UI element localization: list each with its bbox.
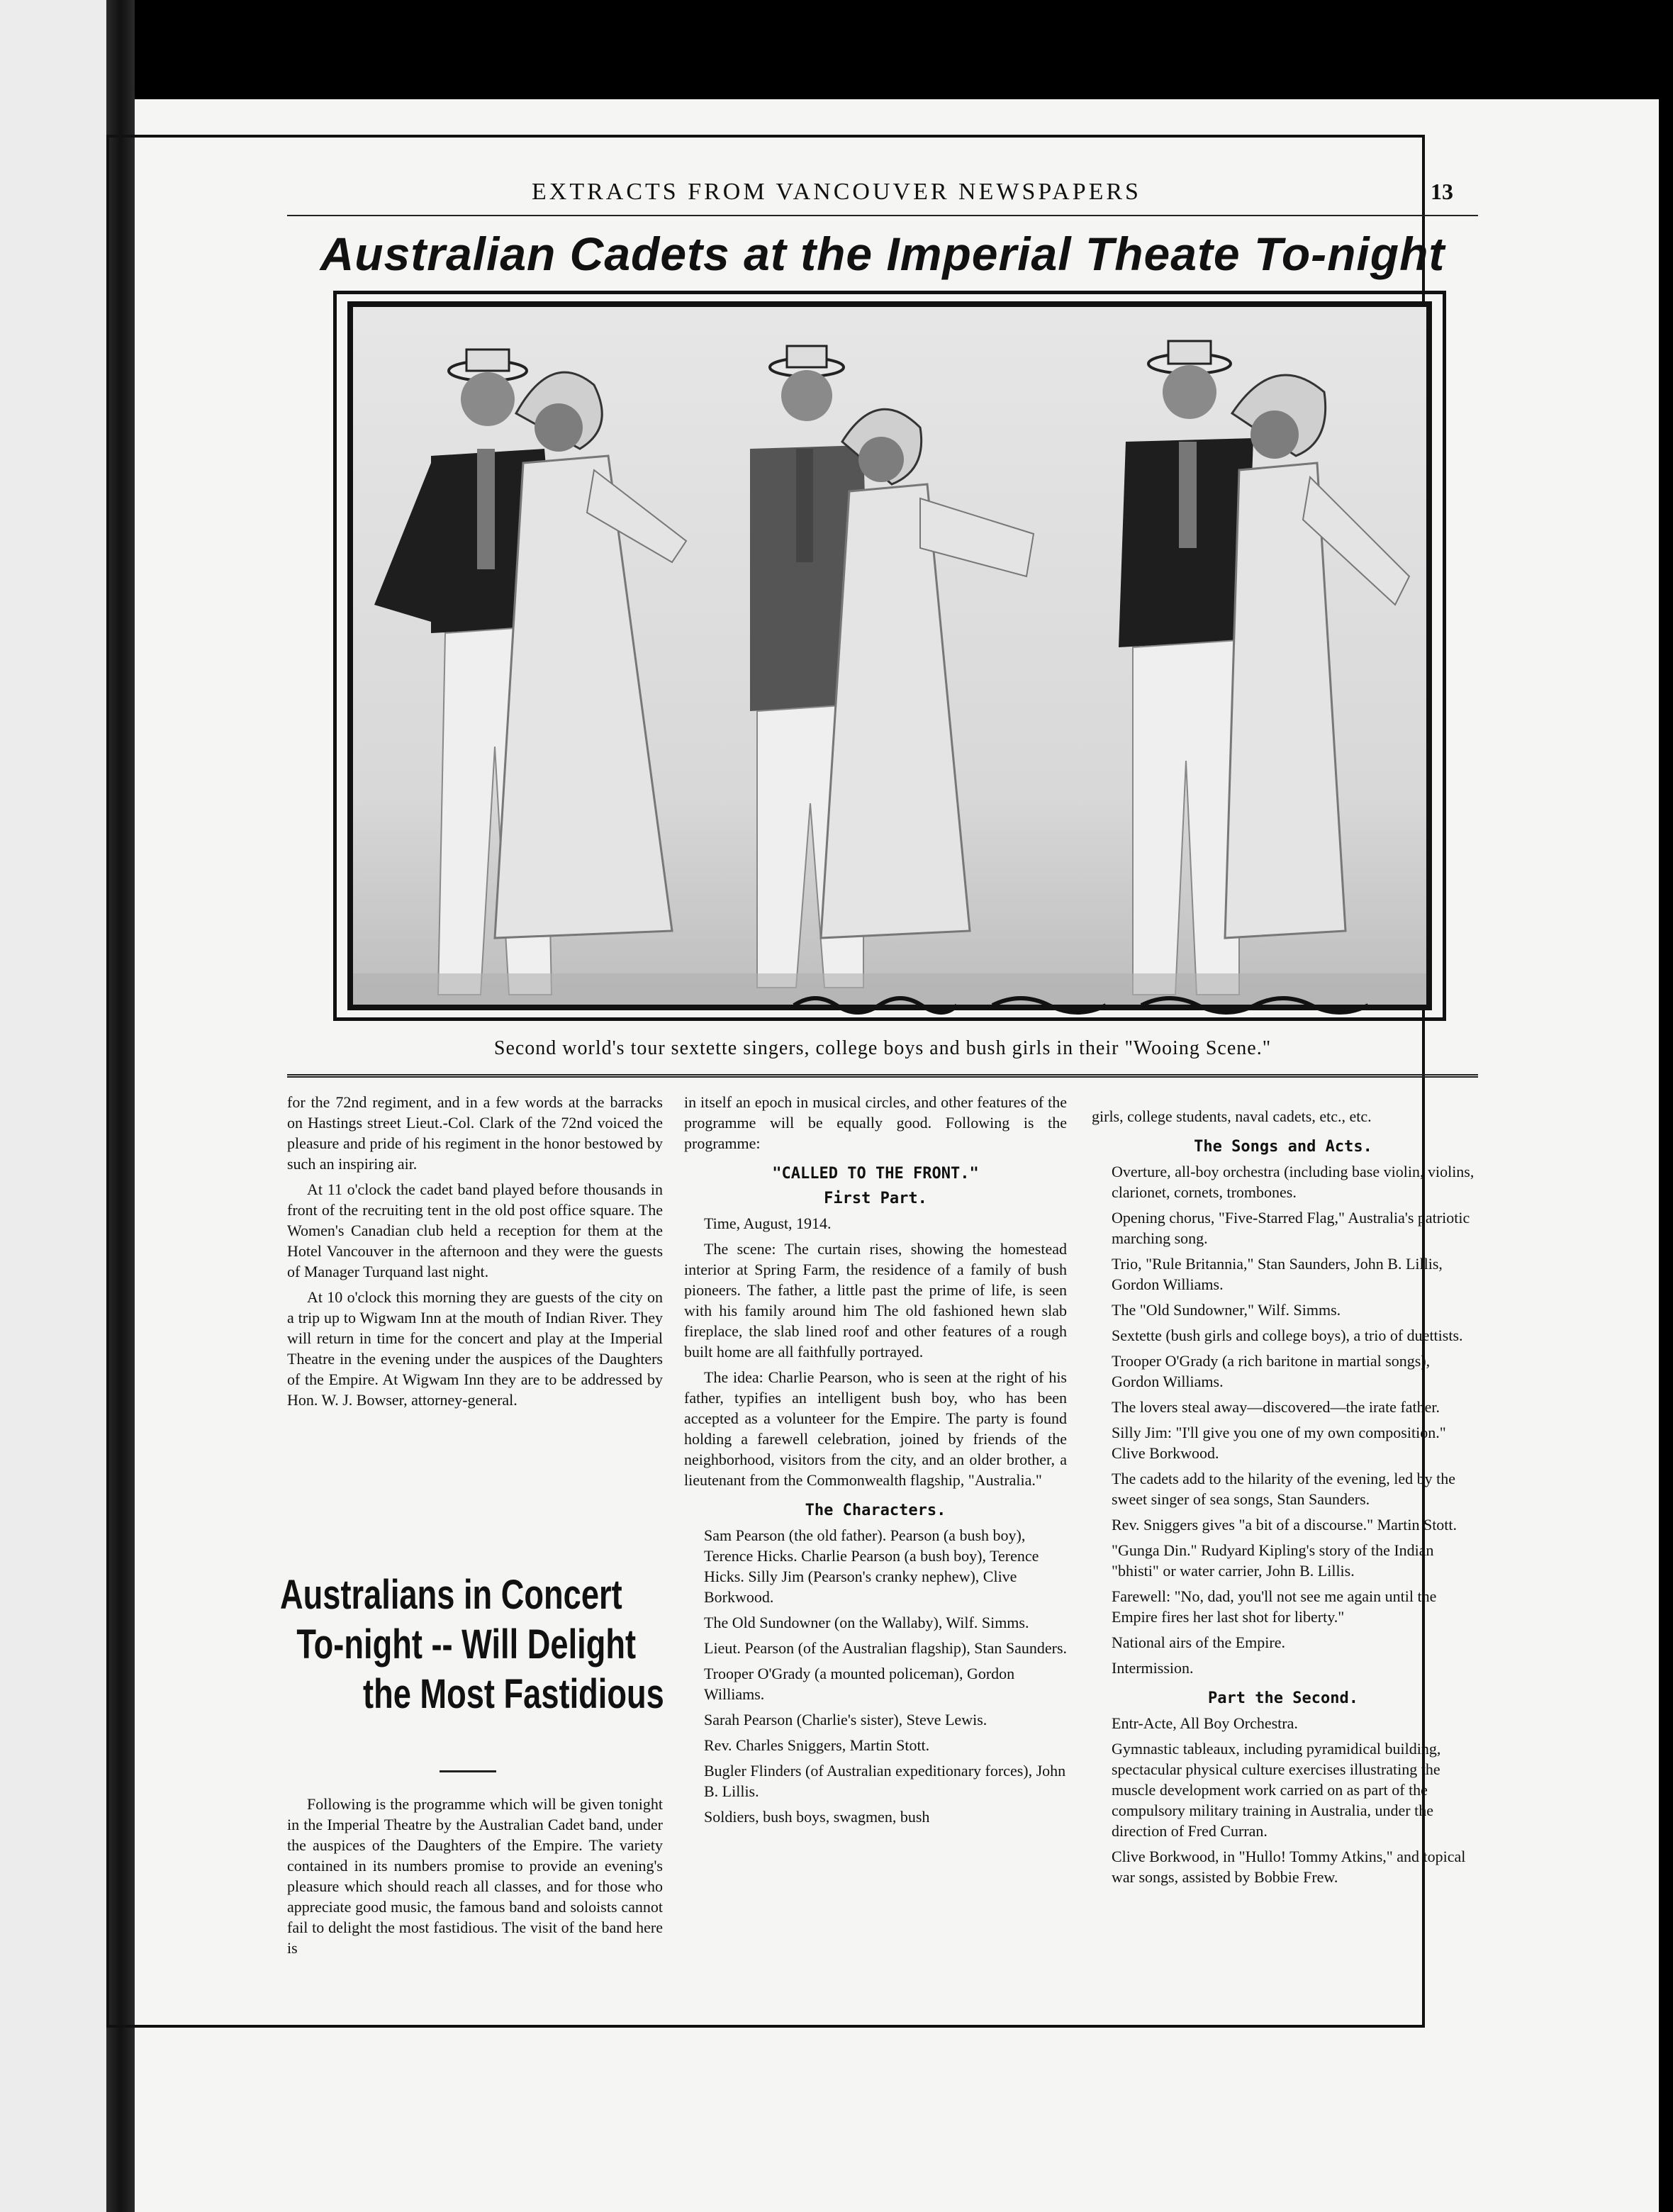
characters-heading: The Characters. — [805, 1502, 946, 1519]
song-entry: Overture, all-boy orchestra (including base violin, violins, clarionet, cornets, trombones. — [1112, 1163, 1475, 1201]
song-entry: "Gunga Din." Rudyard Kipling's story of the Indian "bhisti" or water carrier, John B. Lillis. — [1112, 1541, 1434, 1580]
song-entry: Intermission. — [1112, 1659, 1194, 1677]
character-entry: Sam Pearson (the old father). Pearson (a bush boy), Terence Hicks. Charlie Pearson (a bush boy), Terence Hicks. Silly Jim (Pearson's cranky nephew), Clive Borkwood. — [704, 1526, 1039, 1606]
page-number: 13 — [1431, 179, 1453, 204]
article-paragraph: At 11 o'clock the cadet band played before thousands in front of the recruiting tent in the old post office square. The Women's Canadian club held a reception for them at the Hotel Vancouver in the afternoon and they were the guests of Manager Turquand last night. — [287, 1180, 663, 1280]
song-entry: Sextette (bush girls and college boys), a trio of duettists. — [1112, 1326, 1463, 1344]
song-entry: Silly Jim: "I'll give you one of my own composition." Clive Borkwood. — [1112, 1424, 1446, 1462]
song-entry: Trooper O'Grady (a rich baritone in martial songs), Gordon Williams. — [1112, 1352, 1431, 1390]
song-entry: Rev. Sniggers gives "a bit of a discourse." Martin Stott. — [1112, 1516, 1457, 1534]
song-entry: Trio, "Rule Britannia," Stan Saunders, John B. Lillis, Gordon Williams. — [1112, 1255, 1443, 1293]
songs-heading: The Songs and Acts. — [1194, 1138, 1372, 1156]
song-entry: The "Old Sundowner," Wilf. Simms. — [1112, 1301, 1341, 1319]
character-entry: Trooper O'Grady (a mounted policeman), Gordon Williams. — [704, 1665, 1015, 1703]
concert-headline — [280, 1570, 664, 1719]
song-entry: National airs of the Empire. — [1112, 1633, 1285, 1651]
character-entry: Lieut. Pearson (of the Australian flagship), Stan Saunders. — [704, 1639, 1068, 1657]
running-head: EXTRACTS FROM VANCOUVER NEWSPAPERS — [532, 179, 1141, 205]
song-entry: The lovers steal away—discovered—the irate father. — [1112, 1398, 1440, 1416]
first-part-heading: First Part. — [824, 1190, 927, 1207]
photo-caption: Second world's tour sextette singers, college boys and bush girls in their "Wooing Scene." — [493, 1037, 1272, 1059]
left-page-edge — [0, 0, 106, 2212]
article-paragraph: At 10 o'clock this morning they are guests of the city on a trip up to Wigwam Inn at the mouth of Indian River. They will return in time for the concert and play at the Imperial Theatre in the evening under the auspices of the Daughters of the Empire. At Wigwam Inn they are to be addressed by Hon. W. J. Bowser, attorney-general. — [287, 1288, 663, 1409]
programme-time: Time, August, 1914. — [704, 1214, 832, 1232]
column-1 — [287, 1092, 663, 1415]
song-entry: Opening chorus, "Five-Starred Flag," Australia's patriotic marching song. — [1112, 1209, 1470, 1247]
column-3 — [1092, 1106, 1475, 1892]
character-entry: Sarah Pearson (Charlie's sister), Steve Lewis. — [704, 1711, 987, 1728]
article-paragraph: for the 72nd regiment, and in a few words at the barracks on Hastings street Lieut.-Col. Clark of the 72nd voiced the pleasure and pride of his regiment in the honor bestowed by such an inspiring air. — [287, 1093, 663, 1173]
concert-intro — [287, 1794, 663, 1963]
character-entry: The Old Sundowner (on the Wallaby), Wilf. Simms. — [704, 1614, 1029, 1631]
page-header — [177, 179, 1489, 207]
programme-intro: in itself an epoch in musical circles, and other features of the programme will be equally good. Following is the programme: — [684, 1093, 1067, 1152]
caption-rule — [287, 1074, 1478, 1078]
cadets-photo — [347, 301, 1432, 1010]
song-entry: The cadets add to the hilarity of the evening, led by the sweet singer of sea songs, Stan Saunders. — [1112, 1470, 1456, 1508]
concert-headline-line: Australians in Concert — [280, 1572, 622, 1618]
programme-title: "CALLED TO THE FRONT." — [772, 1165, 979, 1183]
column-3-intro: girls, college students, naval cadets, etc., etc. — [1092, 1107, 1372, 1125]
programme-scene: The scene: The curtain rises, showing the homestead interior at Spring Farm, the residence of a family of bush pioneers. The father, a little past the prime of life, is seen with his family around him The old fashioned hewn slab fireplace, the slab lined roof and other features of a rough built home are all faithfully portrayed. — [684, 1240, 1067, 1361]
header-rule — [287, 215, 1478, 216]
second-part-entry: Entr-Acte, All Boy Orchestra. — [1112, 1714, 1298, 1732]
concert-headline-line: the Most Fastidious — [363, 1671, 664, 1717]
column-2 — [684, 1092, 1067, 1832]
concert-intro-text: Following is the programme which will be given tonight in the Imperial Theatre by the Australian Cadet band, under the auspices of the Daughters of the Empire. The variety contained in its numbers promise to provide an evening's pleasure which should reach all classes, and for those who appreciate good music, the famous band and soloists cannot fail to delight the most fastidious. The visit of the band here is — [287, 1795, 663, 1957]
character-entry: Rev. Charles Sniggers, Martin Stott. — [704, 1736, 930, 1754]
character-entry: Soldiers, bush boys, swagmen, bush — [704, 1808, 930, 1826]
character-entry: Bugler Flinders (of Australian expeditionary forces), John B. Lillis. — [704, 1762, 1066, 1800]
article-headline: Australian Cadets at the Imperial Theate To-night — [320, 228, 1445, 280]
second-part-entry: Clive Borkwood, in "Hullo! Tommy Atkins," and topical war songs, assisted by Bobbie Frew. — [1112, 1848, 1466, 1886]
song-entry: Farewell: "No, dad, you'll not see me again until the Empire fires her last shot for liberty." — [1112, 1587, 1437, 1626]
second-part-heading: Part the Second. — [1208, 1689, 1358, 1707]
short-rule — [440, 1770, 496, 1772]
bottom-ornament — [787, 991, 1397, 1020]
concert-headline-line: To-night -- Will Delight — [296, 1621, 637, 1668]
second-part-entry: Gymnastic tableaux, including pyramidical building, spectacular physical culture exercises illustrating the muscle development work carried on as part of the compulsory military training in Australia, under the direction of Fred Curran. — [1112, 1740, 1441, 1840]
programme-idea: The idea: Charlie Pearson, who is seen at the right of his father, typifies an intelligent bush boy, who has been accepted as a volunteer for the Empire. The party is found holding a farewell celebration, joined by friends of the neighborhood, visitors from the city, and an older brother, a lieutenant from the Commonwealth flagship, "Australia." — [684, 1368, 1067, 1489]
